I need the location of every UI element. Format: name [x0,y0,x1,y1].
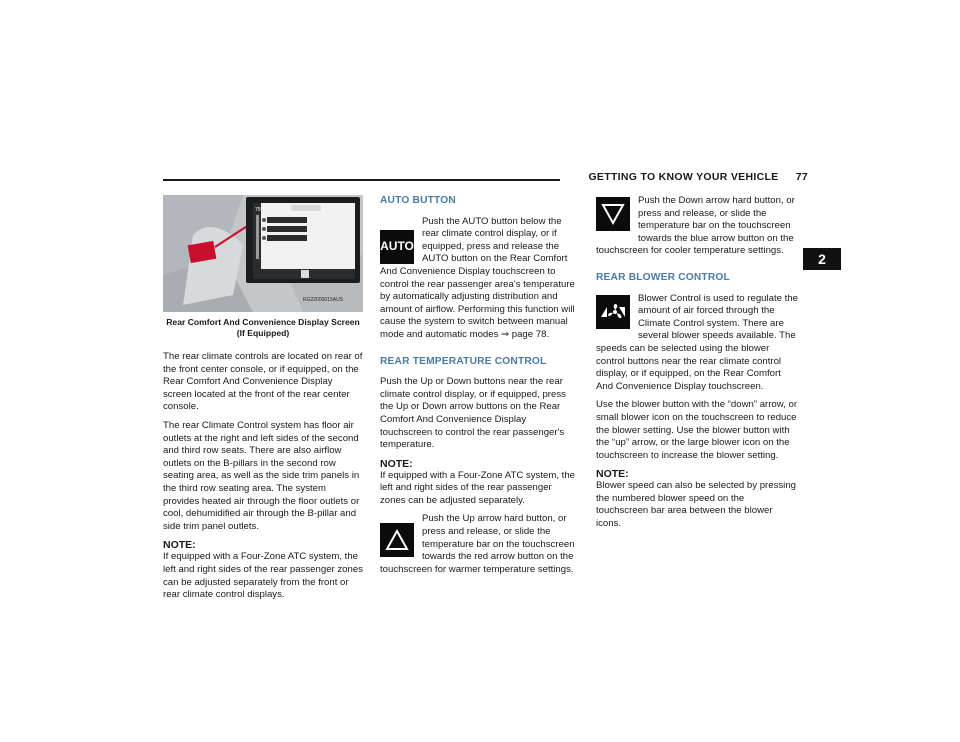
note-title-2: NOTE: [380,457,413,470]
figure-caption [163,317,363,339]
paragraph-rear-climate-system: The rear Climate Control system has floor air outlets at the right and left sides of the second and third row seats. There are also airflow outlets on the B-pillars in the second row seating area, as well as the side trim panels in the third row seating area. The system provides heated air through the floor outlets or cool, dehumidified air through the B-pillar and side trim panel outlets. [163,419,360,532]
column-1 [163,195,363,608]
paragraph-down-arrow: Push the Down arrow hard button, or press and release, or slide the temperature bar on the touchscreen towards the blue arrow button on the touchscreen for cooler temperature settings. [596,195,795,257]
paragraph-rear-temperature: Push the Up or Down buttons near the rear climate control display, or if equipped, press the Up or Down arrow buttons on the Rear Comfort And Convenience Display touchscreen to control the rear passenger's temperature. [380,376,566,451]
paragraph-up-arrow: Push the Up arrow hard button, or press and release, or slide the temperature bar on the touchscreen towards the red arrow button on the touchscreen for warmer temperature settings. [380,513,575,575]
figure-code: RG22000015AUS [303,297,344,303]
rear-console-illustration [163,195,363,312]
caption-line-1: Rear Comfort And Convenience Display Screen [166,317,360,327]
paragraph-rear-controls-location: The rear climate controls are located on rear of the front center console, or if equipped, on the Rear Comfort And Convenience Display screen located at the front of the rear center console. [163,351,363,413]
svg-text:75°: 75° [255,207,263,213]
note-title: NOTE: [163,539,196,552]
section-title-rear-blower: REAR BLOWER CONTROL [596,271,730,283]
page-header [560,171,808,183]
paragraph-blower-control: Blower Control is used to regulate the amount of air forced through the Climate Control system. There are several blower speeds available. The speeds can be selected using the blower control buttons near the rear climate control display, or if equipped, on the Rear Comfort And Convenience Display touchscreen. [596,292,798,392]
auto-button-icon [380,230,414,264]
column-2 [380,195,578,582]
paragraph-blower-usage: Use the blower button with the “down” arrow, or small blower icon on the touchscreen to reduce the blower setting. Use the blower button with the “up” arrow, or the large blower icon on the touchscreen to increase the blower setting. [596,399,798,461]
column-3 [596,195,798,537]
down-arrow-icon [596,197,630,231]
auto-icon-label: AUTO [380,239,414,254]
chapter-tab[interactable]: 2 [803,248,841,270]
rear-display-figure [163,195,363,312]
blower-fan-icon [596,295,630,329]
note-text-3: Blower speed can also be selected by pressing the numbered blower speed on the touchscreen bar area between the blower icons. [596,480,796,530]
header-title: GETTING TO KNOW YOUR VEHICLE [588,171,779,183]
section-title-auto: AUTO BUTTON [380,195,456,206]
page-number: 77 [795,171,808,183]
paragraph-auto-button: Push the AUTO button below the rear climate control display, or if equipped, press and release the AUTO button on the Rear Comfort And Convenience Display touchscreen to control the rear passenger area's temperature by automatically adjusting distribution and amount of airflow. Performing this function will cause the system to switch between manual mode and automatic modes ⇒ page 78. [380,215,575,340]
up-arrow-icon [380,523,414,557]
note-text: If equipped with a Four-Zone ATC system, the left and right sides of the rear passenger zones can be adjusted separately from the front or rear climate control displays. [163,551,363,601]
note-title-3: NOTE: [596,468,629,481]
note-text-2: If equipped with a Four-Zone ATC system, the left and right sides of the rear passenger zones can be adjusted separately. [380,469,575,506]
caption-line-2: (If Equipped) [236,328,290,338]
section-title-rear-temperature: REAR TEMPERATURE CONTROL [380,355,547,367]
